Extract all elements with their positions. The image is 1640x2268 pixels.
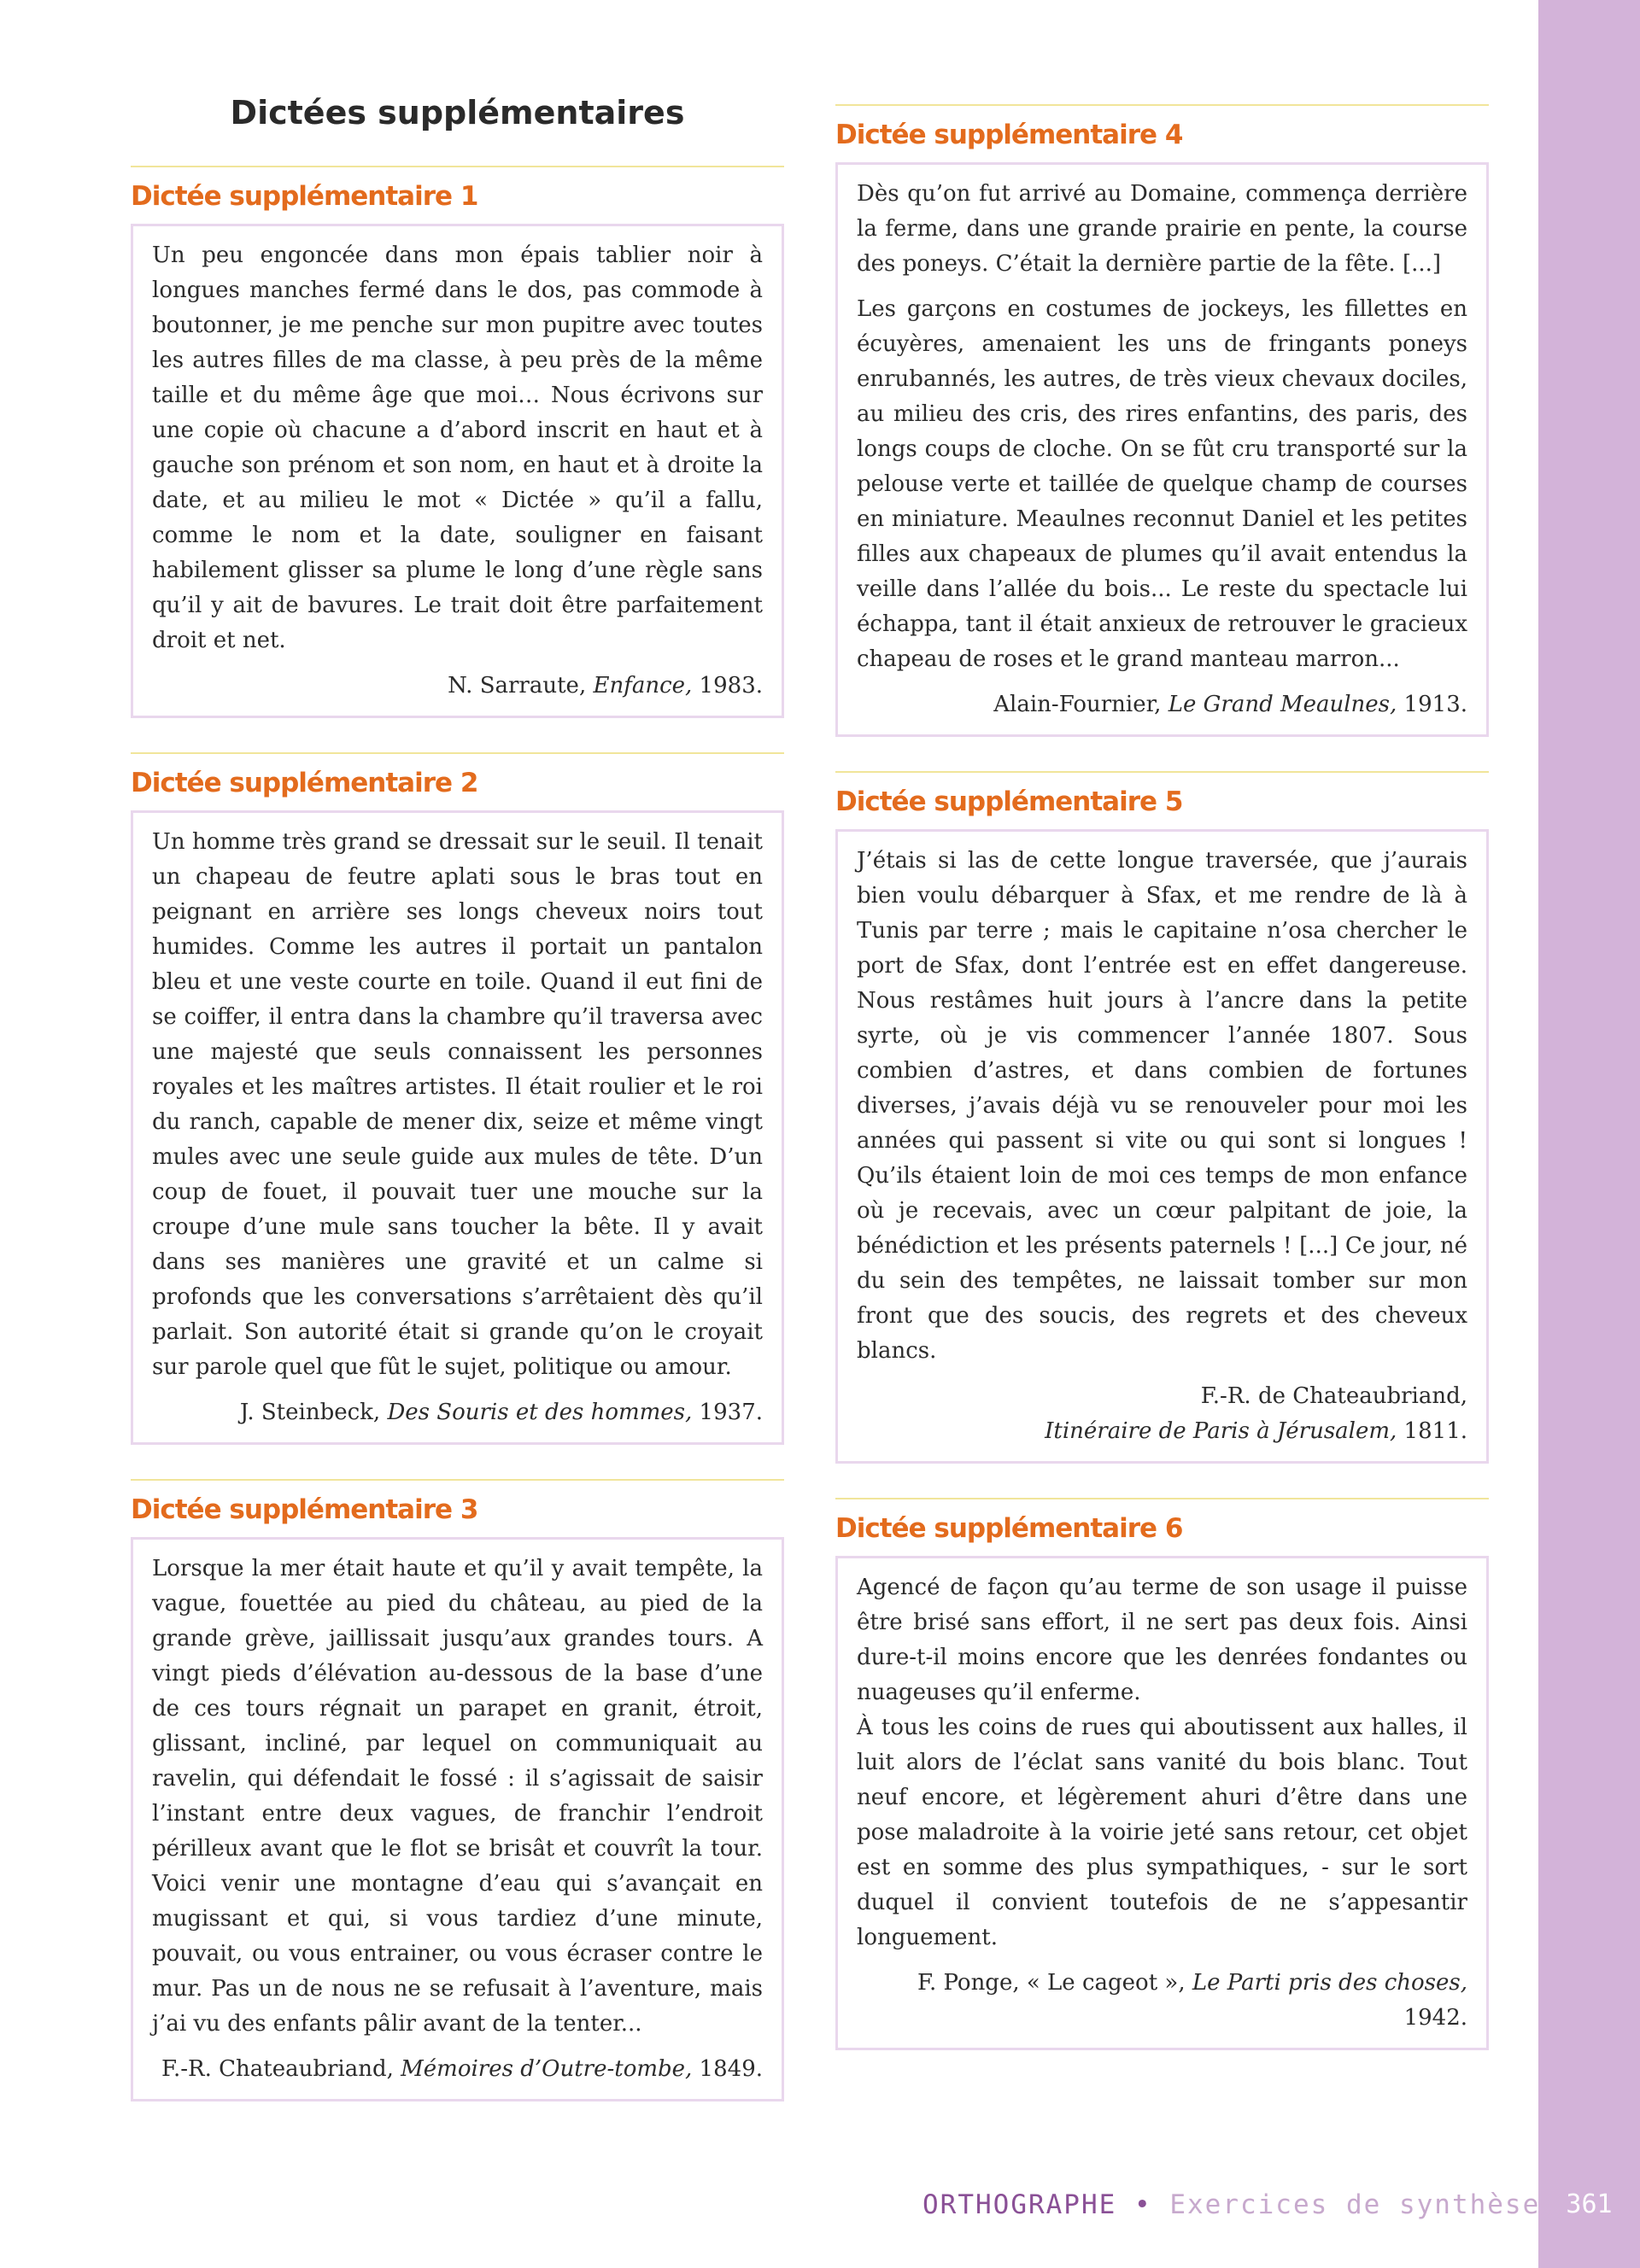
source-work: Enfance,: [593, 673, 693, 699]
source-year: 1937.: [692, 1400, 763, 1425]
source-work: Le Grand Meaulnes,: [1168, 692, 1397, 717]
section-divider: [131, 166, 784, 167]
dictation-text-box: [835, 162, 1489, 737]
source-author: F.-R. Chateaubriand,: [161, 2056, 401, 2082]
page-number: 361: [1566, 2189, 1613, 2219]
dictation-source: [857, 687, 1467, 722]
page-title: Dictées supplémentaires: [230, 94, 685, 132]
dictation-1: [131, 166, 784, 718]
dictation-paragraph: J’étais si las de cette longue traversée, que j’aurais bien voulu débarquer à Sfax, et me rendre de là à Tunis par terre ; mais le capitaine n’osa chercher le port de Sfax, dont l’entrée est en effet dangereuse. Nous restâmes huit jours à l’ancre dans la petite syrte, où je vis commencer l’année 1807. Sous combien d’astres, et dans combien de fortunes diverses, j’avais déjà vu se renouveler pour moi les années qui passent si vite ou qui sont si longues ! Qu’ils étaient loin de moi ces temps de mon enfance où je recevais, avec un cœur palpitant de joie, la bénédiction et les présents paternels ! [...] Ce jour, né du sein des tempêtes, ne laissait tomber sur mon front que des soucis, des regrets et des cheveux blancs.: [857, 848, 1467, 1364]
dictation-3: [131, 1479, 784, 2101]
dictation-text-box: [835, 1556, 1489, 2050]
source-author: Alain-Fournier,: [993, 692, 1168, 717]
dictation-source: [152, 1395, 763, 1430]
section-divider: [835, 1498, 1489, 1499]
dictation-5: [835, 771, 1489, 1464]
dictation-title: Dictée supplémentaire 6: [835, 1513, 1183, 1544]
left-column: [131, 94, 784, 2136]
source-work: Le Parti pris des choses,: [1192, 1970, 1467, 1996]
dictation-paragraph: À tous les coins de rues qui aboutissent aux halles, il luit alors de l’éclat sans vanité du bois blanc. Tout neuf encore, et légèrement ahuri d’être dans une pose maladroite à la voirie jeté sans retour, cet objet est en somme des plus sympathiques, - sur le sort duquel il convient toutefois de ne s’appesantir longuement.: [857, 1715, 1467, 1950]
source-year: 1913.: [1397, 692, 1467, 717]
section-divider: [835, 771, 1489, 773]
source-work: Des Souris et des hommes,: [387, 1400, 693, 1425]
source-year: 1811.: [1397, 1418, 1467, 1444]
footer-bullet: •: [1133, 2189, 1152, 2220]
source-author: J. Steinbeck,: [239, 1400, 388, 1425]
source-work: Mémoires d’Outre-tombe,: [401, 2056, 693, 2082]
section-divider: [131, 1479, 784, 1481]
dictation-text-box: [131, 224, 784, 718]
dictation-paragraph: Les garçons en costumes de jockeys, les fillettes en écuyères, amenaient les uns de fringants poneys enrubannés, les autres, de très vieux chevaux dociles, au milieu des cris, des rires enfantins, des paris, des longs coups de cloche. On se fût cru transporté sur la pelouse verte et taillée de quelque champ de courses en miniature. Meaulnes reconnut Daniel et les petites filles aux chapeaux de plumes qu’il avait entendus la veille dans l’allée du bois... Le reste du spectacle lui échappa, tant il était anxieux de retrouver le gracieux chapeau de roses et le grand manteau marron...: [857, 296, 1467, 672]
dictation-paragraph: Agencé de façon qu’au terme de son usage il puisse être brisé sans effort, il ne sert pas deux fois. Ainsi dure-t-il moins encore que les denrées fondantes ou nuageuses qu’il enferme.: [857, 1575, 1467, 1705]
source-year: 1942.: [1403, 2005, 1467, 2031]
dictation-4: [835, 104, 1489, 737]
dictation-source: [152, 669, 763, 704]
side-band: [1538, 0, 1640, 2268]
dictation-title: Dictée supplémentaire 1: [131, 181, 478, 212]
dictation-title: Dictée supplémentaire 5: [835, 786, 1183, 817]
footer-subject: ORTHOGRAPHE: [922, 2189, 1117, 2220]
dictation-title: Dictée supplémentaire 2: [131, 768, 478, 798]
source-year: 1983.: [692, 673, 763, 699]
right-column: [835, 104, 1489, 2084]
dictation-title: Dictée supplémentaire 3: [131, 1494, 478, 1525]
dictation-source: [152, 2052, 763, 2087]
dictation-source: [857, 1379, 1467, 1449]
dictation-text-box: [131, 1537, 784, 2101]
dictation-paragraph: Dès qu’on fut arrivé au Domaine, commença derrière la ferme, dans une grande prairie en pente, la course des poneys. C’était la dernière partie de la fête. [...]: [857, 181, 1467, 277]
source-author: F.-R. de Chateaubriand,: [1200, 1383, 1467, 1409]
source-author: N. Sarraute,: [448, 673, 594, 699]
page-footer: [922, 2189, 1541, 2220]
source-author: F. Ponge, « Le cageot »,: [917, 1970, 1192, 1996]
source-year: 1849.: [692, 2056, 763, 2082]
dictation-paragraph: Un peu engoncée dans mon épais tablier noir à longues manches fermé dans le dos, pas commode à boutonner, je me penche sur mon pupitre avec toutes les autres filles de ma classe, à peu près de la même taille et du même âge que moi… Nous écrivons sur une copie où chacune a d’abord inscrit en haut et à gauche son prénom et son nom, en haut et à droite la date, et au milieu le mot « Dictée » qu’il a fallu, comme le nom et la date, souligner en faisant habilement glisser sa plume le long d’une règle sans qu’il y ait de bavures. Le trait doit être parfaitement droit et net.: [152, 243, 763, 653]
footer-chapter: Exercices de synthèse: [1169, 2189, 1541, 2220]
dictation-title: Dictée supplémentaire 4: [835, 120, 1183, 150]
dictation-2: [131, 752, 784, 1445]
dictation-text-box: [131, 810, 784, 1445]
dictation-text-box: [835, 829, 1489, 1464]
dictation-paragraph: Un homme très grand se dressait sur le seuil. Il tenait un chapeau de feutre aplati sous le bras tout en peignant en arrière ses longs cheveux noirs tout humides. Comme les autres il portait un pantalon bleu et une veste courte en toile. Quand il eut fini de se coiffer, il entra dans la chambre qu’il traversa avec une majesté que seuls connaissent les personnes royales et les maîtres artistes. Il était roulier et le roi du ranch, capable de mener dix, seize et même vingt mules avec une seule guide aux mules de tête. D’un coup de fouet, il pouvait tuer une mouche sur la croupe d’une mule sans toucher la bête. Il y avait dans ses manières une gravité et un calme si profonds que les conversations s’arrêtaient dès qu’il parlait. Son autorité était si grande qu’on le croyait sur parole quel que fût le sujet, politique ou amour.: [152, 829, 763, 1380]
section-divider: [835, 104, 1489, 106]
dictation-6: [835, 1498, 1489, 2050]
dictation-source: [857, 1966, 1467, 2036]
dictation-paragraph: Lorsque la mer était haute et qu’il y avait tempête, la vague, fouettée au pied du château, au pied de la grande grève, jaillissait jusqu’aux grandes tours. A vingt pieds d’élévation au-dessous de la base d’une de ces tours régnait un parapet en granit, étroit, glissant, incliné, par lequel on communiquait au ravelin, qui défendait le fossé : il s’agissait de saisir l’instant entre deux vagues, de franchir l’endroit périlleux avant que le flot se brisât et couvrît la tour. Voici venir une montagne d’eau qui s’avançait en mugissant et qui, si vous tardiez d’une minute, pouvait, ou vous entrainer, ou vous écraser contre le mur. Pas un de nous ne se refusait à l’aventure, mais j’ai vu des enfants pâlir avant de la tenter...: [152, 1556, 763, 2037]
section-divider: [131, 752, 784, 754]
source-work: Itinéraire de Paris à Jérusalem,: [1045, 1418, 1397, 1444]
